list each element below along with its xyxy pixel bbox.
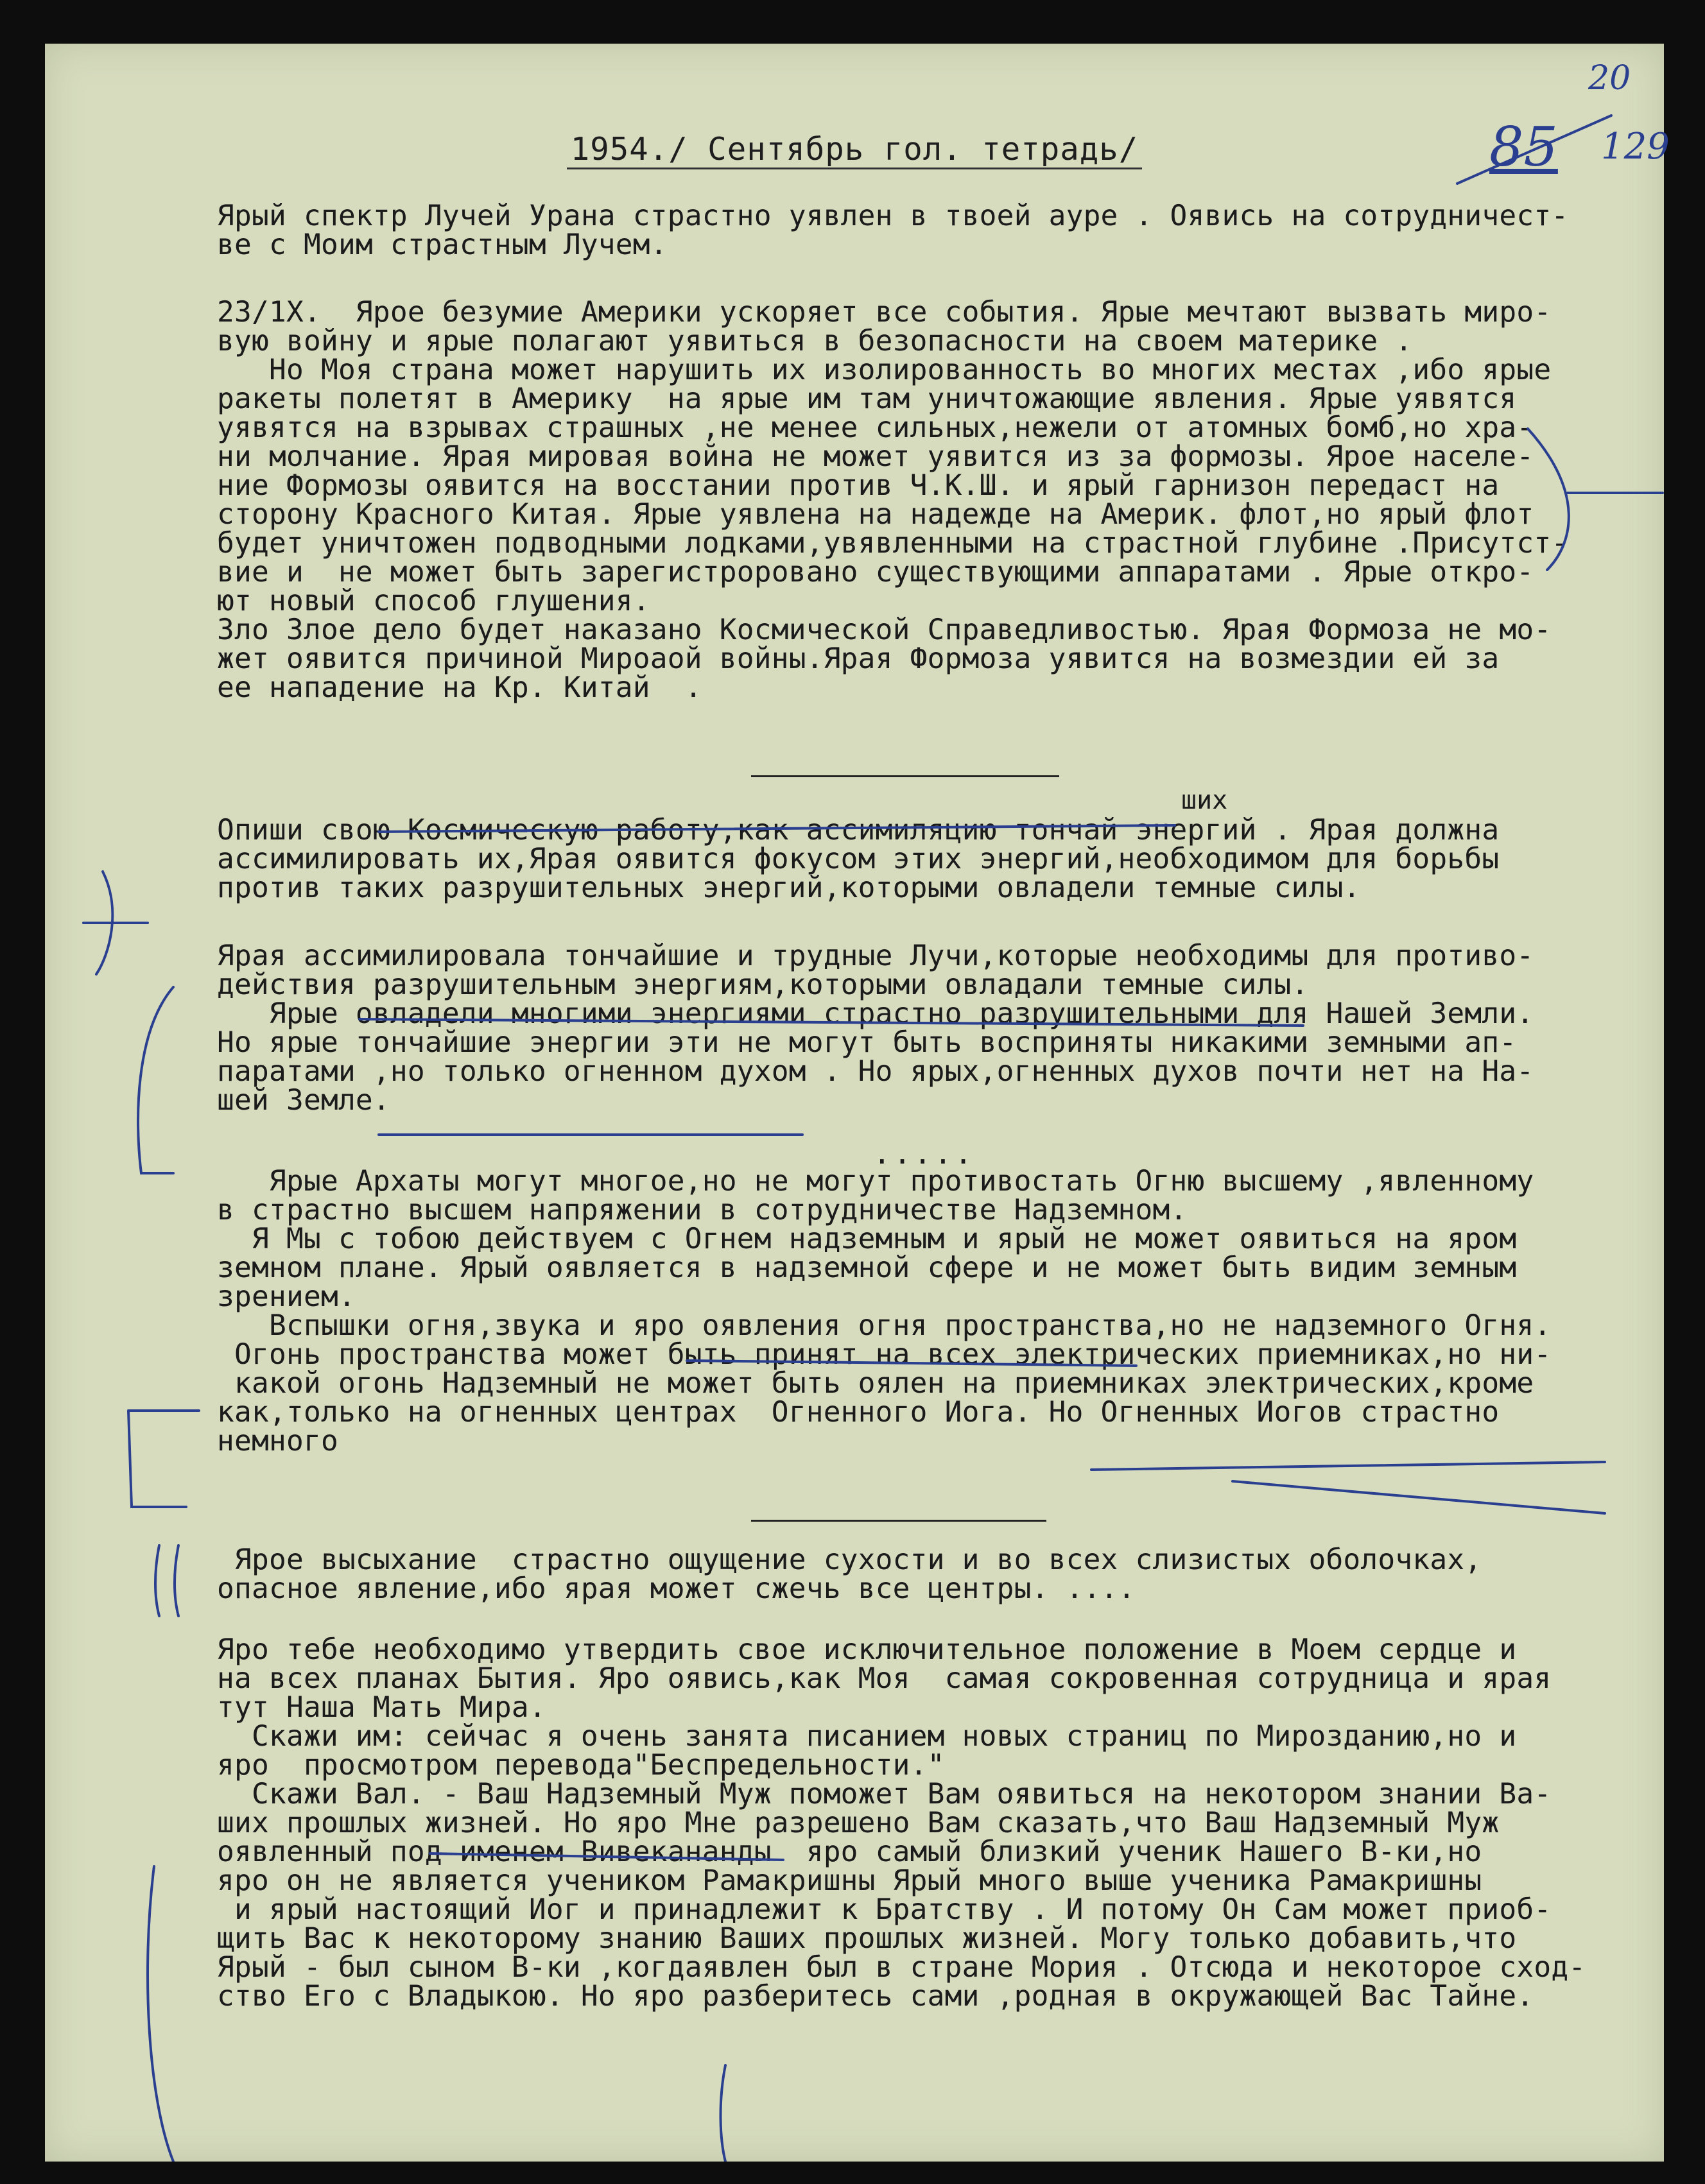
paragraph-7: Яро тебе необходимо утвердить свое исключительное положение в Моем сердце и на всех планах Бытия. Яро оявись,как Моя самая сокровенная сотрудница и ярая тут Наша Мать Мира. Скажи им: сейчас я очень занята писанием новых страниц по Мирозданию,но и яро просмотром перевода"Беспредельности." Скажи Вал. - Ваш Надземный Муж поможет Вам оявиться на некотором знании Ва- ших прошлых жизней. Но яро Мне разрешено Вам сказать,что Ваш Надземный Муж оявленный под именем Вивекананды яро самый близкий ученик Нашего В-ки,но яро он не является учеником Рамакришны Ярый много выше ученика Рамакришны и ярый настоящий Иог и принадлежит к Братству . И потому Он Сам может приоб- щить Вас к некоторому знанию Ваших прошлых жизней. Могу только добавить,что Ярый - был сыном В-ки ,когдаявлен был в стране Мория . Отсюда и некоторое сход- ство Его с Владыкою. Но яро разберитесь сами ,родная в окружающей Вас Тайне.: [217, 1633, 1586, 2013]
margin-double-stroke: [155, 1545, 159, 1616]
folio-number-struck: 85: [1489, 116, 1558, 178]
margin-bracket: [138, 987, 173, 1173]
folio-number-right: 129: [1601, 126, 1670, 168]
paragraph-1: Ярый спектр Лучей Урана страстно уявлен в твоей ауре . Оявись на сотрудничест- ве с Моим страстным Лучем.: [217, 200, 1569, 261]
paragraph-3: Опиши свою Космическую работу,как ассимиляцию тончай энергий . Ярая должна ассимилировать их,Ярая оявится фокусом этих энергий,необходимом для борьбы против таких разрушительных энергий,которыми овладели темные силы.: [217, 814, 1500, 904]
ellipsis-divider: .....: [873, 1136, 975, 1171]
paragraph-5: Ярые Архаты могут многое,но не могут противостать Огню высшему ,явленному в страстно высшем напряжении в сотрудничестве Надземном. Я Мы с тобою действуем с Огнем надземным и ярый не может оявиться на яром земном плане. Ярый оявляется в надземной сфере и не может быть видим земным зрением. Вспышки огня,звука и яро оявления огня пространства,но не надземного Огня. Огонь пространства может быть принят на всех электрических приемниках,но ни- какой огонь Надземный не может быть оялен на приемниках электрических,кроме как,только на огненных центрах Огненного Иога. Но Огненных Иогов страстно немного: [217, 1165, 1552, 1457]
folio-number-top: 20: [1588, 59, 1631, 98]
pen-annotations: [45, 44, 1664, 2162]
paragraph-6: Ярое высыхание страстно ощущение сухости и во всех слизистых оболочках, опасное явление,ибо ярая может сжечь все центры. ....: [217, 1543, 1482, 1605]
folio-strike-line: [1457, 116, 1611, 184]
interlinear-correction: ших: [1181, 786, 1228, 815]
paragraph-4: Ярая ассимилировала тончайшие и трудные Лучи,которые необходимы для противо- действия разрушительным энергиям,которыми овладали темные силы. Ярые овладели многими энергиями страстно разрушительными для Нашей Земли. Но ярые тончайшие энергии эти не могут быть восприняты никакими земными ап- паратами ,но только огненном духом . Но ярых,огненных духов почти нет на На- шей Земле.: [217, 940, 1534, 1117]
page-title: 1954./ Сентябрь гол. тетрадь/: [45, 131, 1664, 168]
margin-bracket-lower: [128, 1411, 199, 1507]
document-page: [45, 44, 1670, 2162]
margin-line-lower: [148, 1866, 173, 2162]
paragraph-2: 23/1Х. Ярое безумие Америки ускоряет все события. Ярые мечтают вызвать миро- вую войну и ярые полагают уявиться в безопасности на своем материке . Но Моя страна может нарушить их изолированность во многих местах ,ибо ярые ракеты полетят в Америку на ярые им там уничтожающие явления. Ярые уявятся уявятся на взрывах страшных ,не менее сильных,нежели от атомных бомб,но хра- ни молчание. Ярая мировая война не может уявится из за формозы. Ярое населе- ние Формозы оявится на восстании против Ч.К.Ш. и ярый гарнизон передаст на сторону Красного Китая. Ярые уявлена на надежде на Америк. флот,но ярый флот будет уничтожен подводными лодками,увявленными на страстной глубине .Присутст- вие и не может быть зарегистророванo существующими аппаратами . Ярые откро- ют новый способ глушения. Зло Злое дело будет наказано Космической Справедливостью. Ярая Формоза не мо- жет оявится причиной Мироаой войны.Ярая Формоза уявится на возмездии ей за ее нападение на Кр. Китай .: [217, 296, 1569, 704]
